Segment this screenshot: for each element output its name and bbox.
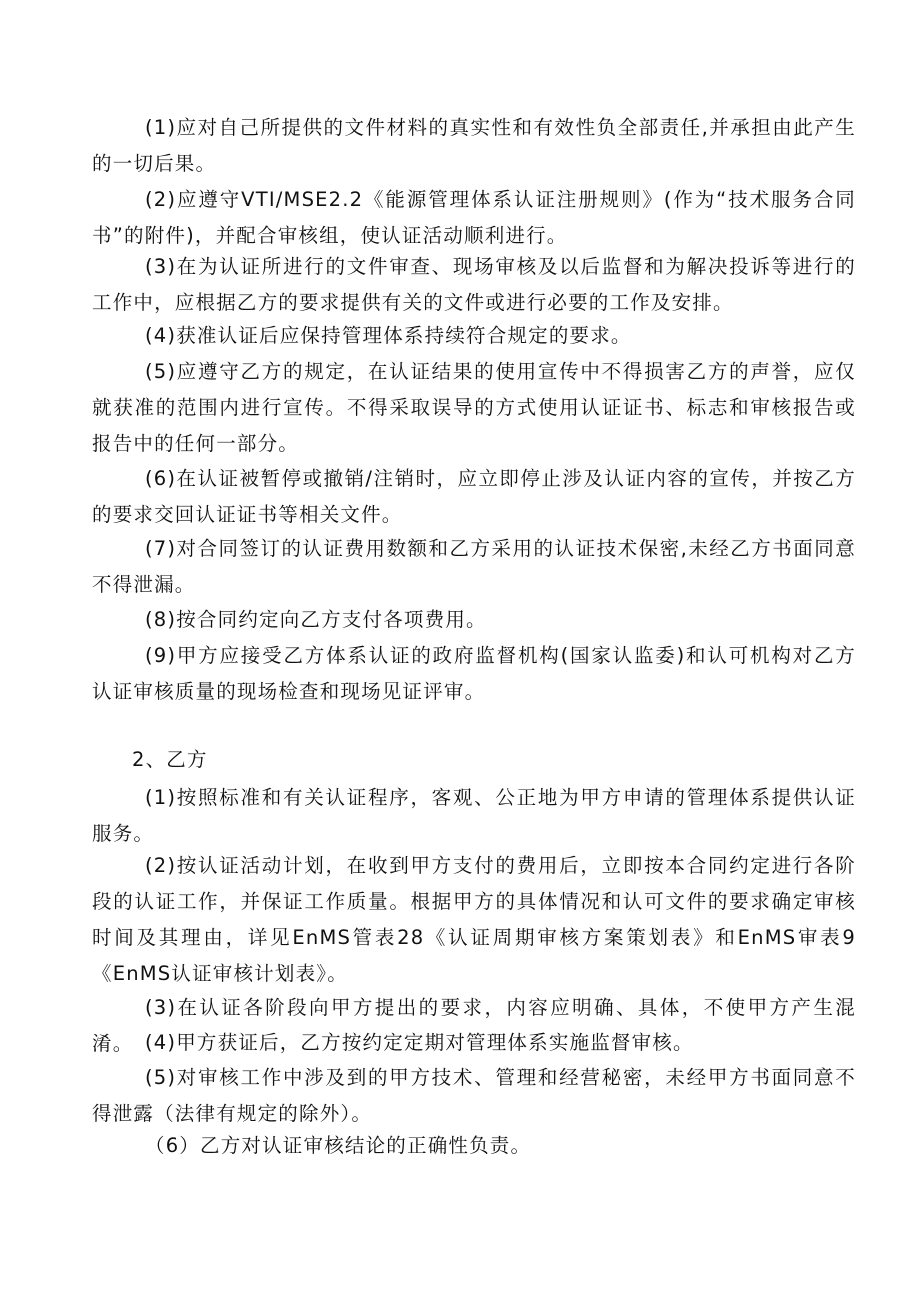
- party-a-item-3: (3)在为认证所进行的文件审查、现场审核及以后监督和为解决投诉等进行的工作中，应根据乙方的要求提供有关的文件或进行必要的工作及安排。: [92, 255, 856, 314]
- party-a-item-7: (7)对合同签订的认证费用数额和乙方采用的认证技术保密,未经乙方书面同意不得泄漏。: [92, 537, 856, 596]
- party-a-item-8: (8)按合同约定向乙方支付各项费用。: [145, 608, 487, 631]
- party-a-item-9: (9)甲方应接受乙方体系认证的政府监督机构(国家认监委)和认可机构对乙方认证审核质量的现场检查和现场见证评审。: [92, 644, 856, 703]
- party-a-item-1: (1)应对自己所提供的文件材料的真实性和有效性负全部责任,并承担由此产生的一切后果。: [92, 116, 856, 175]
- party-b-item-3: (3)在认证各阶段向甲方提出的要求，内容应明确、具体，不使甲方产生混淆。: [92, 996, 856, 1055]
- party-b-item-2: (2)按认证活动计划，在收到甲方支付的费用后，立即按本合同约定进行各阶段的认证工作，并保证工作质量。根据甲方的具体情况和认可文件的要求确定审核时间及其理由，详见EnMS管表28《认证周期审核方案策划表》和EnMS审表9《EnMS认证审核计划表》。: [92, 854, 856, 985]
- party-b-item-1: (1)按照标准和有关认证程序，客观、公正地为甲方申请的管理体系提供认证服务。: [92, 786, 856, 845]
- party-a-item-5: (5)应遵守乙方的规定，在认证结果的使用宣传中不得损害乙方的声誉，应仅就获准的范围内进行宣传。不得采取误导的方式使用认证证书、标志和审核报告或报告中的任何一部分。: [92, 360, 856, 455]
- party-a-item-2: (2)应遵守VTI/MSE2.2《能源管理体系认证注册规则》(作为“技术服务合同书”的附件)，并配合审核组，使认证活动顺利进行。: [92, 188, 856, 247]
- party-b-item-5: (5)对审核工作中涉及到的甲方技术、管理和经营秘密，未经甲方书面同意不得泄露（法律有规定的除外）。: [92, 1066, 856, 1125]
- party-a-item-4: (4)获准认证后应保持管理体系持续符合规定的要求。: [145, 324, 632, 347]
- party-b-item-6: （6）乙方对认证审核结论的正确性负责。: [145, 1134, 532, 1157]
- party-b-item-4: (4)甲方获证后，乙方按约定定期对管理体系实施监督审核。: [145, 1031, 694, 1054]
- party-b-heading: 2、乙方: [132, 748, 208, 771]
- party-a-item-6: (6)在认证被暂停或撤销/注销时，应立即停止涉及认证内容的宣传，并按乙方的要求交回认证证书等相关文件。: [92, 467, 856, 526]
